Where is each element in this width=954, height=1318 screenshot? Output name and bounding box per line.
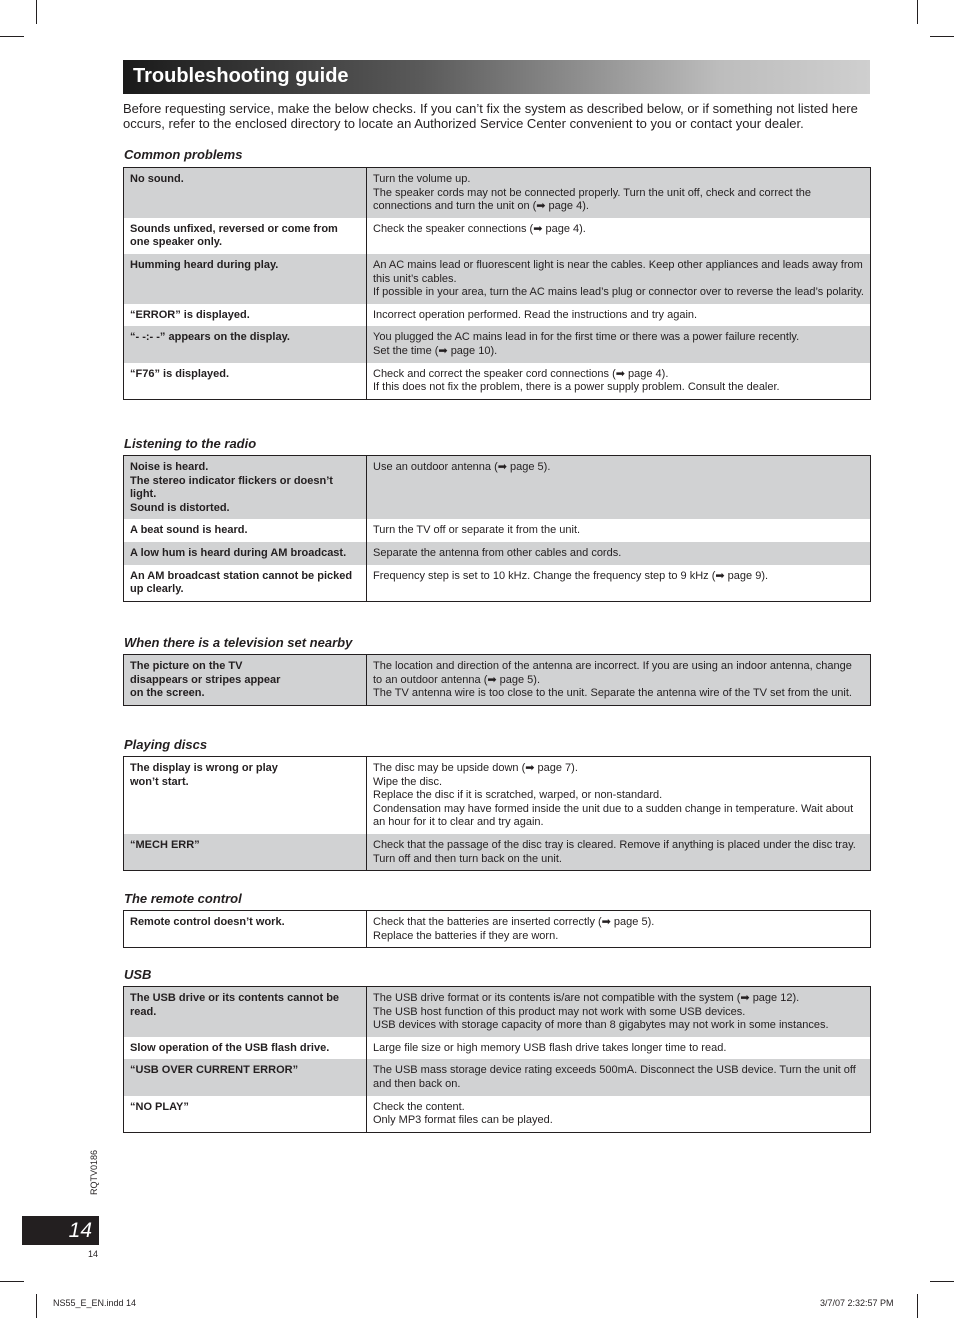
table-row: [124, 363, 871, 400]
solution-cell: Separate the antenna from other cables and cords.: [367, 542, 871, 565]
problem-cell: The picture on the TV disappears or stripes appear on the screen.: [124, 655, 367, 706]
crop-mark: [917, 1294, 918, 1318]
problem-cell: Humming heard during play.: [124, 254, 367, 304]
solution-cell: Use an outdoor antenna (➡ page 5).: [367, 456, 871, 520]
problem-cell: A beat sound is heard.: [124, 519, 367, 542]
crop-mark: [36, 0, 37, 24]
crop-mark: [930, 1281, 954, 1282]
section-title-listening-to-the-radio: Listening to the radio: [124, 436, 257, 451]
solution-cell: Check the content. Only MP3 format files can be played.: [367, 1096, 871, 1133]
section-title-playing-discs: Playing discs: [124, 737, 208, 752]
table-row: [124, 1037, 871, 1060]
table-listening-to-the-radio: [123, 455, 871, 602]
table-common-problems: [123, 167, 871, 400]
crop-mark: [0, 1281, 24, 1282]
problem-cell: No sound.: [124, 168, 367, 218]
section-title-remote-control: The remote control: [124, 891, 242, 906]
page-number-small: 14: [88, 1249, 99, 1259]
document-code: RQTV0186: [89, 1149, 99, 1195]
section-title-television-nearby: When there is a television set nearby: [124, 635, 353, 650]
table-television-nearby: [123, 654, 871, 706]
intro-text: Before requesting service, make the below checks. If you can’t fix the system as described below, or if something not listed here occurs, refer to the enclosed directory to locate an Authorized Service Center convenient to you or contact your dealer.: [123, 101, 858, 131]
crop-mark: [930, 36, 954, 37]
page-title: Troubleshooting guide: [123, 60, 870, 94]
problem-cell: Sounds unfixed, reversed or come from one speaker only.: [124, 218, 367, 254]
problem-cell: “ERROR” is displayed.: [124, 304, 367, 327]
solution-cell: The location and direction of the antenna are incorrect. If you are using an indoor antenna, change to an outdoor antenna (➡ page 5). The TV antenna wire is too close to the unit. Separate the antenna wire of the TV set from the unit.: [367, 655, 871, 706]
table-row: [124, 757, 871, 834]
solution-cell: Frequency step is set to 10 kHz. Change the frequency step to 9 kHz (➡ page 9).: [367, 565, 871, 602]
crop-mark: [0, 36, 24, 37]
table-row: [124, 218, 871, 254]
table-row: [124, 542, 871, 565]
problem-cell: An AM broadcast station cannot be picked up clearly.: [124, 565, 367, 602]
problem-cell: “- -:- -” appears on the display.: [124, 326, 367, 362]
section-title-common-problems: Common problems: [124, 147, 243, 162]
solution-cell: Large file size or high memory USB flash drive takes longer time to read.: [367, 1037, 871, 1060]
solution-cell: Check the speaker connections (➡ page 4).: [367, 218, 871, 254]
solution-cell: You plugged the AC mains lead in for the first time or there was a power failure recently. Set the time (➡ page 10).: [367, 326, 871, 362]
solution-cell: The USB drive format or its contents is/are not compatible with the system (➡ page 12). The USB host function of this product may not work with some USB devices. USB devices with storage capacity of more than 8 gigabytes may not work in some instances.: [367, 987, 871, 1037]
table-row: [124, 168, 871, 218]
problem-cell: A low hum is heard during AM broadcast.: [124, 542, 367, 565]
page-number: 14: [22, 1216, 99, 1245]
section-title-usb: USB: [124, 967, 152, 982]
table-playing-discs: [123, 756, 871, 871]
table-row: [124, 1059, 871, 1095]
table-row: [124, 456, 871, 520]
table-row: [124, 565, 871, 602]
solution-cell: Check and correct the speaker cord connections (➡ page 4). If this does not fix the problem, there is a power supply problem. Consult the dealer.: [367, 363, 871, 400]
solution-cell: Check that the batteries are inserted correctly (➡ page 5). Replace the batteries if they are worn.: [367, 911, 871, 948]
table-remote-control: [123, 910, 871, 948]
solution-cell: Check that the passage of the disc tray is cleared. Remove if anything is placed under the disc tray. Turn off and then turn back on the unit.: [367, 834, 871, 871]
problem-cell: Slow operation of the USB flash drive.: [124, 1037, 367, 1060]
problem-cell: “MECH ERR”: [124, 834, 367, 871]
footer-timestamp: 3/7/07 2:32:57 PM: [820, 1298, 894, 1308]
table-row: [124, 987, 871, 1037]
solution-cell: An AC mains lead or fluorescent light is near the cables. Keep other appliances and leads away from this unit’s cables. If possible in your area, turn the AC mains lead’s plug or connector over to reverse the lead’s polarity.: [367, 254, 871, 304]
problem-cell: “NO PLAY”: [124, 1096, 367, 1133]
table-row: [124, 304, 871, 327]
problem-cell: Noise is heard. The stereo indicator flickers or doesn’t light. Sound is distorted.: [124, 456, 367, 520]
crop-mark: [36, 1294, 37, 1318]
table-row: [124, 519, 871, 542]
problem-cell: The display is wrong or play won’t start.: [124, 757, 367, 834]
solution-cell: The disc may be upside down (➡ page 7). Wipe the disc. Replace the disc if it is scratched, warped, or non-standard. Condensation may have formed inside the unit due to a sudden change in temperature. Wait about an hour for it to clear and try again.: [367, 757, 871, 834]
solution-cell: The USB mass storage device rating exceeds 500mA. Disconnect the USB device. Turn the unit off and then back on.: [367, 1059, 871, 1095]
crop-mark: [917, 0, 918, 24]
problem-cell: The USB drive or its contents cannot be read.: [124, 987, 367, 1037]
solution-cell: Turn the TV off or separate it from the unit.: [367, 519, 871, 542]
table-row: [124, 834, 871, 871]
table-row: [124, 326, 871, 362]
table-usb: [123, 986, 871, 1133]
solution-cell: Incorrect operation performed. Read the instructions and try again.: [367, 304, 871, 327]
table-row: [124, 655, 871, 706]
solution-cell: Turn the volume up. The speaker cords may not be connected properly. Turn the unit off, check and correct the connections and turn the unit on (➡ page 4).: [367, 168, 871, 218]
table-row: [124, 1096, 871, 1133]
table-row: [124, 254, 871, 304]
footer-file-name: NS55_E_EN.indd 14: [53, 1298, 137, 1308]
problem-cell: “USB OVER CURRENT ERROR”: [124, 1059, 367, 1095]
problem-cell: Remote control doesn’t work.: [124, 911, 367, 948]
table-row: [124, 911, 871, 948]
problem-cell: “F76” is displayed.: [124, 363, 367, 400]
